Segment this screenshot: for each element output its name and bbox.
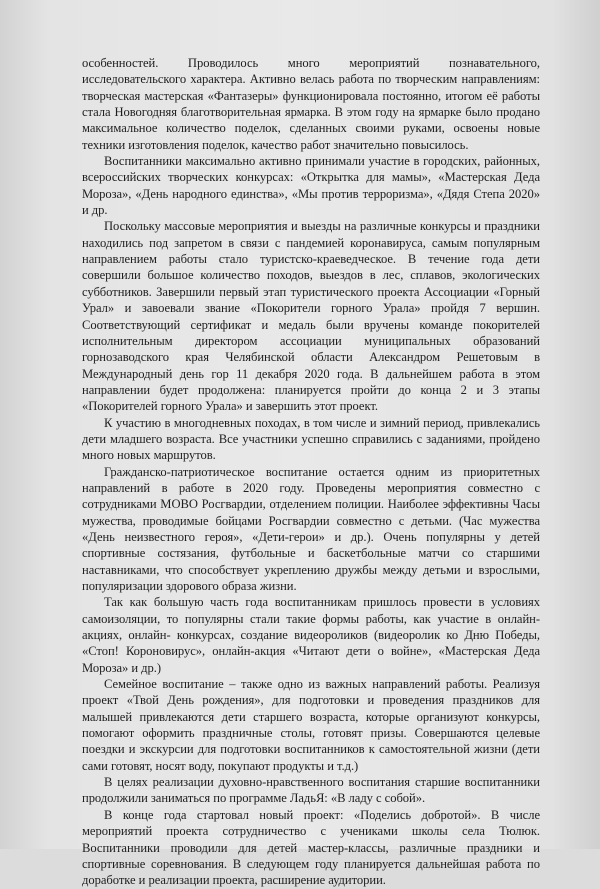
paragraph-spiritual: В целях реализации духовно-нравственного воспитания старшие воспитанники продолжили заниматься по программе ЛадьЯ: «В ладу с собой». [82, 775, 540, 806]
paragraph-contests: Воспитанники максимально активно принимали участие в городских, районных, всероссийских творческих конкурсах: «Открытка для мамы», «Мастерская Деда Мороза», «День народного единства», «Мы против терроризма», «Дядя Степа 2020» и др. [82, 154, 540, 218]
paragraph-self-isolation: Так как большую часть года воспитанникам пришлось провести в условиях самоизоляции, то популярны стали такие формы работы, как участие в онлайн-акциях, онлайн- конкурсах, создание видеороликов (видеоролик ко Дню Победы, «Стоп! Короновирус», онлайн-акция «Читают дети о войне», «Мастерская Деда Мороза» и др.) [82, 595, 540, 675]
paragraph-new-project: В конце года стартовал новый проект: «Поделись добротой». В числе мероприятий проекта сотрудничество с учениками школы села Тюлюк. Воспитанники проводили для детей мастер-классы, различные праздники и спортивные соревнования. В следующем году планируется дальнейшая работа по доработке и реализации проекта, расширение аудитории. [82, 807, 540, 888]
paragraph-patriotic: Гражданско-патриотическое воспитание остается одним из приоритетных направлений в работе в 2020 году. Проведены мероприятия совместно с сотрудниками МОВО Росгвардии, отделением полиции. Наиболее эффективны Часы мужества, проводимые бойцами Росгвардии совместно с детьми. (Час мужества «День неизвестного героя», «Дети-герои» и др.). Очень популярны у детей спортивные состязания, футбольные и баскетбольные матчи со старшими наставниками, что способствует укреплению дружбы между детьми и взрослыми, популяризации здорового образа жизни. [82, 464, 540, 593]
document-body [82, 55, 540, 889]
paragraph-hikes: К участию в многодневных походах, в том числе и зимний период, привлекались дети младшего возраста. Все участники успешно справились с заданиями, пройдено много новых маршрутов. [82, 415, 540, 463]
paragraph-creative-work: особенностей. Проводилось много мероприятий познавательного, исследовательского характера. Активно велась работа по творческим направлениям: творческая мастерская «Фантазеры» функционировала постоянно, итогом её работы стала Новогодняя благотворительная ярмарка. В этом году на ярмарке было продано максимальное количество поделок, сделанных своими руками, освоены новые техники изготовления поделок, качество работ значительно повысилось. [82, 56, 540, 152]
paragraph-tourism: Поскольку массовые мероприятия и выезды на различные конкурсы и праздники находились под запретом в связи с пандемией коронавируса, самым популярным направлением работы стало туристско-краеведческое. В течение года дети совершили большое количество походов, выездов в лес, сплавов, экологических субботников. Завершили первый этап туристического проекта Ассоциации «Горный Урал» и завоевали звание «Покорители горного Урала» пройдя 7 вершин. Соответствующий сертификат и медаль были вручены команде покорителей исполнительным директором ассоциации муниципальных образований горнозаводского края Челябинской области Александром Решетовым в Международный день гор 11 декабря 2020 года. В дальнейшем работа в этом направлении будет продолжена: планируется пройти до конца 2 и 3 этапы «Покорителей горного Урала» и завершить этот проект. [82, 219, 540, 414]
paragraph-family: Семейное воспитание – также одно из важных направлений работы. Реализуя проект «Твой День рождения», для подготовки и проведения праздников для малышей привлекаются дети старшего возраста, которые организуют конкурсы, помогают оформить праздничные столы, готовят призы. Совершаются целевые поездки и экскурсии для подготовки воспитанников к самостоятельной жизни (дети сами готовят, носят воду, покупают продукты и т.д.) [82, 677, 540, 773]
